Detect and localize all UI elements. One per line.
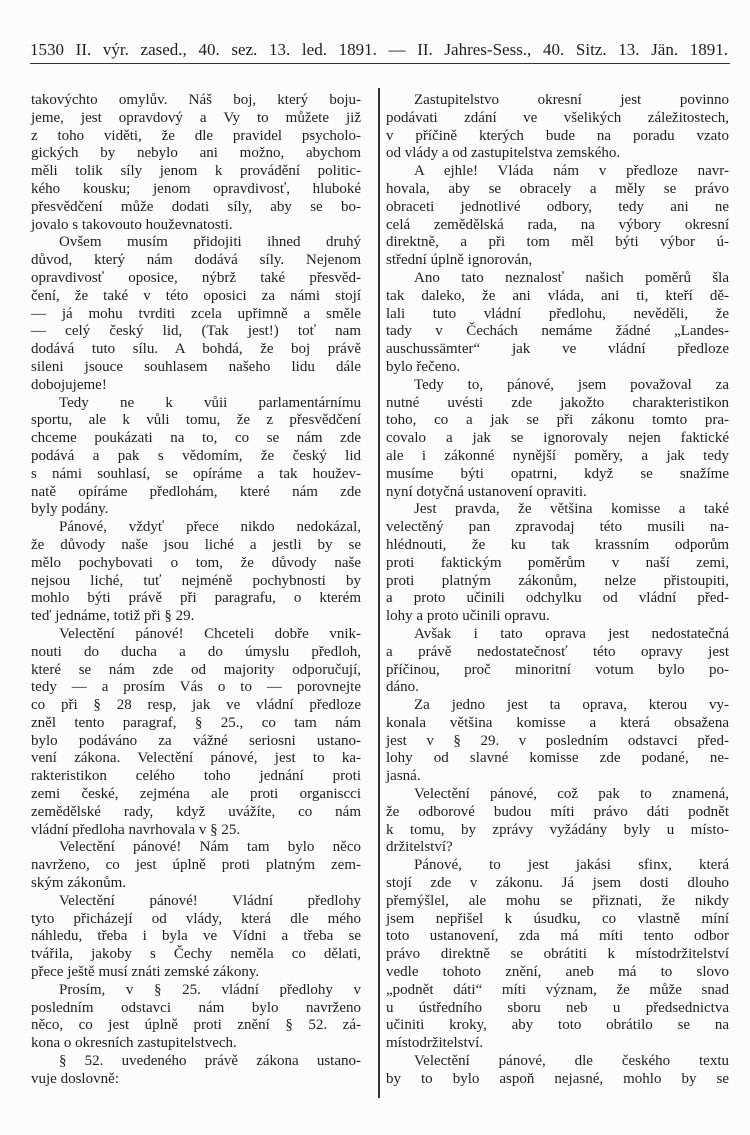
text-line: vuje doslovně: xyxy=(31,1070,119,1087)
text-line: lohy od slavné komisse zde podané, ne- xyxy=(386,750,729,767)
text-line: nouti do ducha a do úmyslu předloh, xyxy=(31,643,361,660)
paragraph xyxy=(386,270,729,377)
paragraph xyxy=(31,1053,361,1089)
text-line: přesvědčení může dodati síly, aby se bo- xyxy=(31,198,361,215)
text-line: a proto učinili odchylku od vládní před- xyxy=(386,590,729,607)
text-line: stojí zde v zákonu. Já jsem dosti dlouho xyxy=(386,875,729,892)
text-line: navrženo, co jest úplně proti platným zem- xyxy=(31,857,361,874)
text-line: právo direktně se obrátiti k místodržitelství xyxy=(386,946,729,963)
text-line: toto ustanovení, zda má míti tento odbor xyxy=(386,928,729,945)
text-line: Velectění pánové, což pak to znamená, xyxy=(414,786,729,803)
text-line: lali tuto vládní předlohu, nevěděli, že xyxy=(386,305,729,322)
text-line: Pánové, to jest jakási sfinx, která xyxy=(414,857,729,874)
running-header: 1530 II. výr. zased., 40. sez. 13. led. 1891. — II. Jahres-Sess., 40. Sitz. 13. Jän. 1891. xyxy=(30,40,728,59)
text-line: teď jednáme, totiž při § 29. xyxy=(31,608,195,625)
text-line: že důvody naše jsou liché a jestli by se xyxy=(31,536,361,553)
header-rule xyxy=(30,63,730,64)
text-line: kona o okresních zastupitelstvech. xyxy=(31,1035,237,1052)
text-line: hovala, aby se obracely a měly se právo xyxy=(386,180,729,197)
text-line: — celý český lid, (Tak jest!) toť nam xyxy=(31,323,361,340)
text-line: jasná. xyxy=(386,768,421,785)
text-line: jest v § 29. v posledním odstavci před- xyxy=(386,732,729,749)
text-line: byly podány. xyxy=(31,501,109,518)
text-line: chceme poukázati na to, co se nám zde xyxy=(31,430,361,447)
text-line: ale i zákonné nynější poměry, a jak tedy xyxy=(386,447,729,464)
text-line: nejsou liché, tuť nejméně pochybnosti by xyxy=(31,572,361,589)
text-line: A ejhle! Vláda nám v předloze navr- xyxy=(414,163,729,180)
text-line: sileni jsouce souhlasem našeho lidu dále xyxy=(31,358,361,375)
text-line: by to bylo aspoň nejasné, mohlo by se xyxy=(386,1070,729,1087)
text-line: nutné uvésti zde jakožto charakteristikon xyxy=(386,394,729,411)
text-line: a právě nedostatečnosť této opravy jest xyxy=(386,643,729,660)
paragraph xyxy=(386,626,729,697)
text-line: jovalo s takovouto houževnatosti. xyxy=(31,216,233,233)
text-line: zemědělské rady, když uvážíte, co nám xyxy=(31,803,361,820)
text-line: gických by nebylo ani možno, abychom xyxy=(31,145,361,162)
text-line: Za jedno jest ta oprava, kterou vy- xyxy=(414,697,729,714)
text-line: bylo řečeno. xyxy=(386,358,461,375)
text-line: místodržitelství. xyxy=(386,1035,484,1052)
text-line: Velectění pánové, dle českého textu xyxy=(414,1053,729,1070)
text-line: rakteristikon celého toho jednání proti xyxy=(31,768,361,785)
text-line: Pánové, vždyť přece nikdo nedokázal, xyxy=(59,519,361,536)
text-line: hlédnouti, že ku tak krassním odporům xyxy=(386,536,729,553)
text-line: že odborové budou míti právo dáti podnět xyxy=(386,803,729,820)
text-line: „podnět dáti“ míti význam, že může snad xyxy=(386,981,729,998)
text-line: toho, co a jak se při zákonu tomto pra- xyxy=(386,412,729,429)
text-line: v příčině kterých bude na poradu vzato xyxy=(386,127,729,144)
text-line: Zastupitelstvo okresní jest povinno xyxy=(414,92,729,108)
paragraph xyxy=(386,377,729,502)
text-line: jsem nepřišel k úsudku, co vlastně míní xyxy=(386,910,729,927)
text-line: Ano tato neznalosť našich poměrů šla xyxy=(414,269,729,286)
text-line: které se nám zde od majority odporučují, xyxy=(31,661,361,678)
text-line: Ovšem musím přidojiti ihned druhý xyxy=(59,234,361,251)
text-line: konala většina komisse a která obsažena xyxy=(386,714,729,731)
text-line: Velectění pánové! Chceteli dobře vnik- xyxy=(59,625,361,642)
text-line: čení, že také v této oposici za námi stojí xyxy=(31,287,361,304)
text-line: Prosím, v § 25. vládní předlohy v xyxy=(59,981,361,998)
paragraph xyxy=(31,395,361,520)
text-line: důvod, který nám dodává síly. Nejenom xyxy=(31,252,361,269)
text-line: celá zemědělská rada, na výbory okresní xyxy=(386,216,729,233)
paragraph xyxy=(386,501,729,626)
text-line: zemi české, zejména ale proti organiscci xyxy=(31,786,361,803)
text-line: — já mohu tvrditi zcela upřimně a směle xyxy=(31,305,361,322)
paragraph xyxy=(31,982,361,1053)
text-line: direktně, a při tom měl býti výbor ú- xyxy=(386,234,729,251)
text-line: mohlo býti právě při paragrafu, o kterém xyxy=(31,590,361,607)
paragraph xyxy=(31,519,361,626)
text-line: Velectění pánové! Nám tam bylo něco xyxy=(59,839,361,856)
text-line: mělo pochybovati o tom, že důvody naše xyxy=(31,554,361,571)
text-line: § 52. uvedeného právě zákona ustano- xyxy=(59,1053,361,1070)
text-line: tady v Čechách nemáme žádné „Landes- xyxy=(386,323,729,340)
text-line: tyto přicházejí od vlády, která dle mého xyxy=(31,910,361,927)
text-line: s námi souhlasí, se opíráme a tak houžev- xyxy=(31,465,361,482)
text-line: podává a pak s vědomím, že český lid xyxy=(31,447,361,464)
column-divider xyxy=(378,88,380,1098)
text-line: příčinou, proč minoritní votum bylo po- xyxy=(386,661,729,678)
text-line: opravdivosť oposice, nýbrž také přesvěd- xyxy=(31,269,361,286)
text-line: vládní předloha navrhovala v § 25. xyxy=(31,821,241,838)
text-line: dobojujeme! xyxy=(31,376,107,393)
text-line: zněl tento paragraf, § 25., co tam nám xyxy=(31,714,361,731)
text-line: podávati zdání ve všelikých záležitostech, xyxy=(386,109,729,126)
text-line: držitelství? xyxy=(386,839,453,856)
text-line: natě opíráme předlohám, které nám zde xyxy=(31,483,361,500)
text-line: dáno. xyxy=(386,679,419,696)
text-line: z toho viděti, že dle pravidel psycholo- xyxy=(31,127,361,144)
text-line: covalo a jak se ignorovaly nejen faktické xyxy=(386,430,729,447)
paragraph xyxy=(386,92,729,163)
text-line: přece ještě musí znáti zemské zákony. xyxy=(31,964,260,981)
text-line: měli tolik síly jenom k provádění politic- xyxy=(31,163,361,180)
text-line: Tedy to, pánové, jsem považoval za xyxy=(414,376,729,393)
paragraph xyxy=(31,234,361,394)
paragraph xyxy=(31,893,361,982)
text-line: u ústředního sboru neb u předsednictva xyxy=(386,999,729,1016)
paragraph xyxy=(31,839,361,892)
text-line: tak daleko, že ani vláda, ani ti, kteří dě- xyxy=(386,287,729,304)
text-line: lohy a proto učinili opravu. xyxy=(386,608,550,625)
text-line: velectěný pan zpravodaj této musili na- xyxy=(386,519,729,536)
text-line: k tomu, by zprávy vyžádány byly u místo- xyxy=(386,821,729,838)
text-line: co při § 28 resp, jak ve vládní předloze xyxy=(31,697,361,714)
text-line: takovýchto omylův. Náš boj, který boju- xyxy=(31,92,361,108)
text-line: vení zákona. Velectění pánové, jest to ka- xyxy=(31,750,361,767)
text-line: ským zákonům. xyxy=(31,875,126,892)
text-line: Velectění pánové! Vládní předlohy xyxy=(59,892,361,909)
text-line: jeme, jest opravdový a Vy to můžete již xyxy=(31,109,361,126)
right-column xyxy=(386,92,729,1089)
paragraph xyxy=(386,1053,729,1089)
text-line: vedle tohoto znění, aneb má to slovo xyxy=(386,964,729,981)
text-line: Avšak i tato oprava jest nedostatečná xyxy=(414,625,729,642)
paragraph xyxy=(386,786,729,857)
text-line: Jest pravda, že většina komisse a také xyxy=(414,501,729,518)
text-line: střední úplně ignorován, xyxy=(386,252,533,269)
text-line: kého kousku; jenom opravdivosť, hluboké xyxy=(31,180,361,197)
text-line: posledním odstavci nám bylo navrženo xyxy=(31,999,361,1016)
text-line: musíme býti opatrni, když se snažíme xyxy=(386,465,729,482)
text-line: učiniti kroky, aby toto obrátilo se na xyxy=(386,1017,729,1034)
text-line: auschussämter“ jak ve vládní předloze xyxy=(386,341,729,358)
paragraph xyxy=(386,857,729,1053)
paragraph xyxy=(386,697,729,786)
text-line: bylo podáváno za vážné seriosni ustano- xyxy=(31,732,361,749)
text-line: nyní dotyčná ustanovení opraviti. xyxy=(386,483,587,500)
paragraph xyxy=(386,163,729,270)
text-line: tvářila, jakoby s Čechy neměla co dělati, xyxy=(31,946,361,963)
text-line: tedy — a prosím Vás o to — porovnejte xyxy=(31,679,361,696)
text-line: přemýšlel, ale mohu se přiznati, že nikdy xyxy=(386,892,729,909)
text-line: proti faktickým poměrům v naší zemi, xyxy=(386,554,729,571)
text-line: obraceti jednotlivé odbory, tedy ani ne xyxy=(386,198,729,215)
left-column xyxy=(31,92,361,1089)
text-line: proti platným zákonům, nelze přistoupiti, xyxy=(386,572,729,589)
text-line: sportu, ale k vůli tomu, že z přesvědčení xyxy=(31,412,361,429)
text-line: Tedy ne k vůii parlamentárnímu xyxy=(59,394,361,411)
paragraph xyxy=(31,626,361,840)
text-line: od vlády a od zastupitelstva zemského. xyxy=(386,145,621,162)
text-line: náhledu, třeba i byla ve Vídni a třeba se xyxy=(31,928,361,945)
text-line: něco, co jest úplně proti znění § 52. zá- xyxy=(31,1017,361,1034)
paragraph xyxy=(31,92,361,234)
text-line: dodává tuto sílu. A bohdá, že boj právě xyxy=(31,341,361,358)
